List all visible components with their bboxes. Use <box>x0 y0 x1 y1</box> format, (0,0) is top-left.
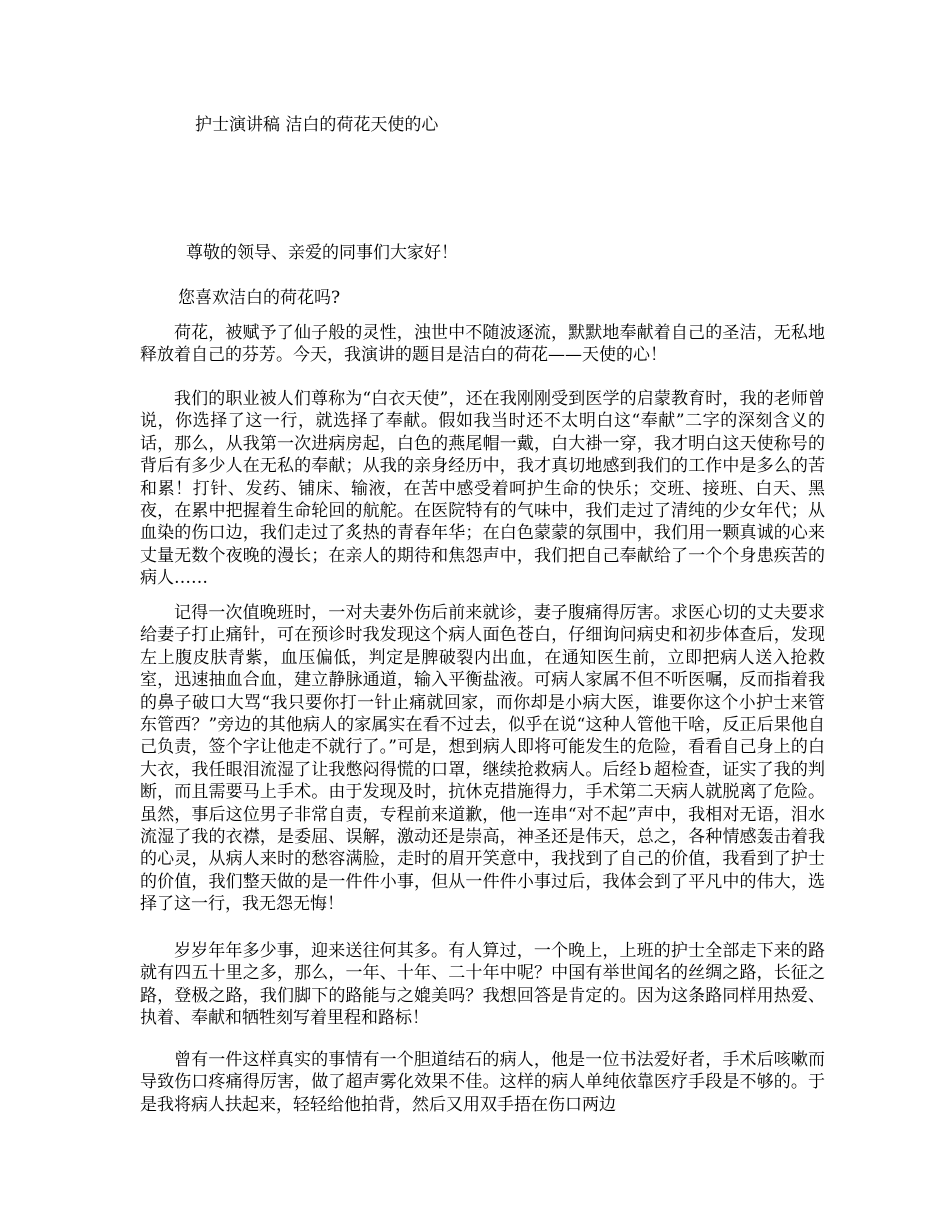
paragraph-lotus-intro: 荷花，被赋予了仙子般的灵性，浊世中不随波逐流，默默地奉献着自己的圣洁，无私地释放着自己的芬芳。今天，我演讲的题目是洁白的荷花——天使的心！ <box>140 323 825 366</box>
document-title: 护士演讲稿 洁白的荷花天使的心 <box>195 115 439 135</box>
paragraph-night-shift-story: 记得一次值晚班时，一对夫妻外伤后前来就诊，妻子腹痛得厉害。求医心切的丈夫要求给妻子打止痛针，可在预诊时我发现这个病人面色苍白，仔细询问病史和初步体查后，发现左上腹皮肤青紫，血压偏低，判定是脾破裂内出血，在通知医生前，立即把病人送入抢救室，迅速抽血合血，建立静脉通道，输入平衡盐液。可病人家属不但不听医嘱，反而指着我的鼻子破口大骂“我只要你打一针止痛就回家，而你却是小病大医，谁要你这个小护士来管东管西？”旁边的其他病人的家属实在看不过去，似乎在说“这种人管他干啥，反正后果他自己负责，签个字让他走不就行了。”可是，想到病人即将可能发生的危险，看看自己身上的白大衣，我任眼泪流湿了让我憋闷得慌的口罩，继续抢救病人。后经ｂ超检查，证实了我的判断，而且需要马上手术。由于发现及时，抗休克措施得力，手术第二天病人就脱离了危险。虽然，事后这位男子非常自责，专程前来道歉，他一连串“对不起”声中，我相对无语，泪水流湿了我的衣襟，是委屈、误解，激动还是崇高，神圣还是伟天，总之，各种情感轰击着我的心灵，从病人来时的愁容满脸，走时的眉开笑意中，我找到了自己的价值，我看到了护士的价值，我们整天做的是一件件小事，但从一件件小事过后，我体会到了平凡中的伟大，选择了这一行，我无怨无悔！ <box>140 603 825 915</box>
greeting-line: 尊敬的领导、亲爱的同事们大家好！ <box>186 243 458 263</box>
opening-question: 您喜欢洁白的荷花吗? <box>178 288 341 308</box>
paragraph-gallstone-patient: 曾有一件这样真实的事情有一个胆道结石的病人，他是一位书法爱好者，手术后咳嗽而导致伤口疼痛得厉害，做了超声雾化效果不佳。这样的病人单纯依靠医疗手段是不够的。于是我将病人扶起来，轻轻给他拍背，然后又用双手捂在伤口两边 <box>140 1050 825 1115</box>
paragraph-road-of-years: 岁岁年年多少事，迎来送往何其多。有人算过，一个晚上，上班的护士全部走下来的路就有四五十里之多，那么，一年、十年、二十年中呢？中国有举世闻名的丝绸之路，长征之路，登极之路，我们脚下的路能与之媲美吗？我想回答是肯定的。因为这条路同样用热爱、执着、奉献和牺牲刻写着里程和路标！ <box>140 941 825 1029</box>
paragraph-white-angel: 我们的职业被人们尊称为“白衣天使”，还在我刚刚受到医学的启蒙教育时，我的老师曾说，你选择了这一行，就选择了奉献。假如我当时还不太明白这“奉献”二字的深刻含义的话，那么，从我第一次进病房起，白色的燕尾帽一戴，白大褂一穿，我才明白这天使称号的背后有多少人在无私的奉献；从我的亲身经历中，我才真切地感到我们的工作中是多么的苦和累！打针、发药、铺床、输液，在苦中感受着呵护生命的快乐；交班、接班、白天、黑夜，在累中把握着生命轮回的航舵。在医院特有的气味中，我们走过了清纯的少女年代；从血染的伤口边，我们走过了炙热的青春年华；在白色蒙蒙的氛围中，我们用一颗真诚的心来丈量无数个夜晚的漫长；在亲人的期待和焦怨声中，我们把自己奉献给了一个个身患疾苦的病人…… <box>140 389 825 589</box>
